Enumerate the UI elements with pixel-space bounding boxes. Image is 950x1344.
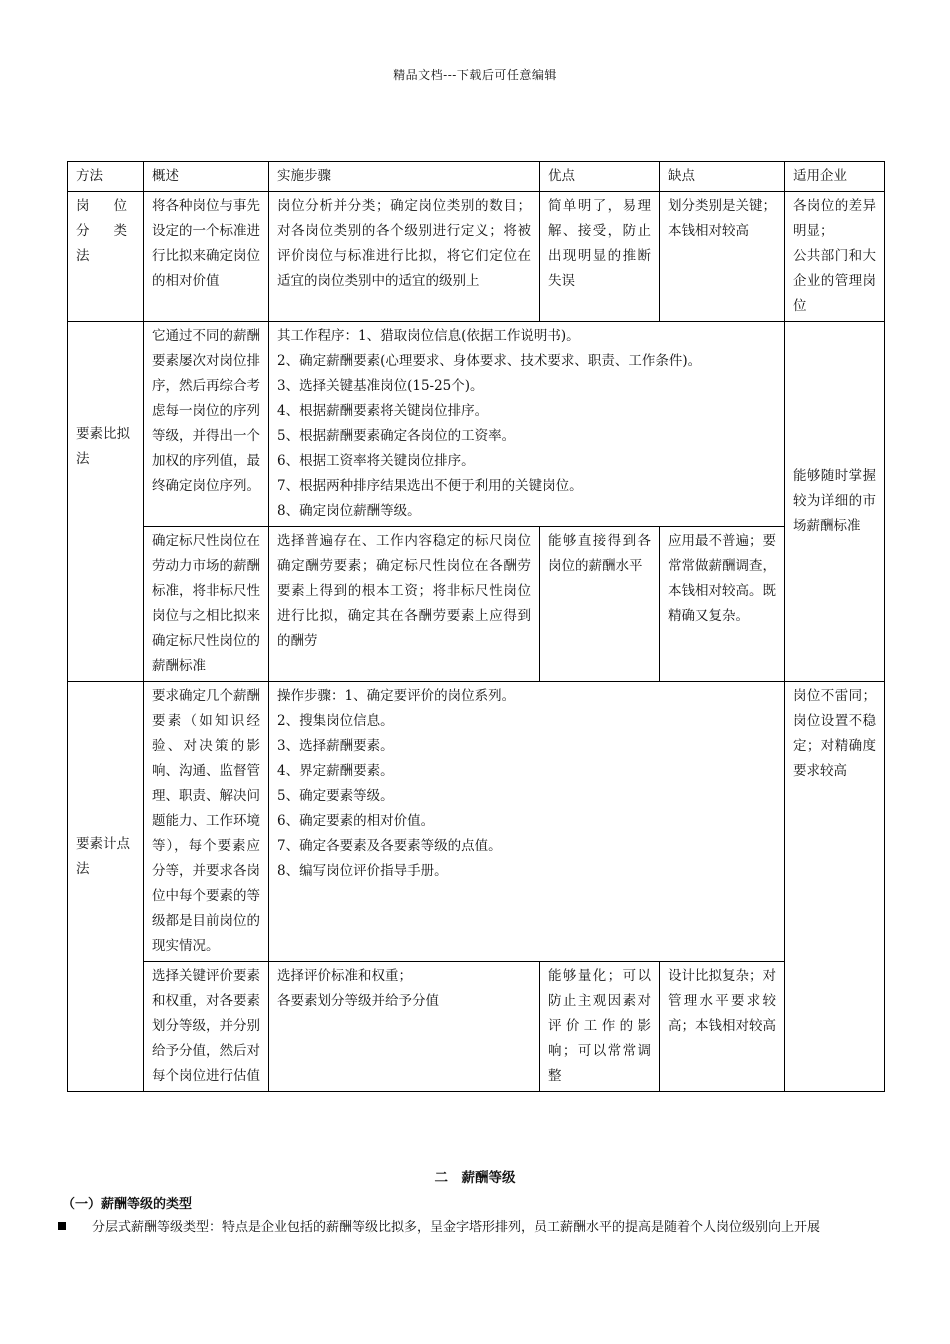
fit-line: 公共部门和大企业的管理岗位 <box>793 248 876 314</box>
steps-cell <box>269 322 785 527</box>
step-line: 6、根据工资率将关键岗位排序。 <box>277 453 475 469</box>
column-header: 实施步骤 <box>269 162 540 192</box>
cons-cell: 应用最不普遍；要常常做薪酬调查，本钱相对较高。既精确又复杂。 <box>660 527 785 682</box>
step-line: 3、选择关键基准岗位(15-25个)。 <box>277 378 484 394</box>
step-line: 其工作程序：1、猎取岗位信息(依据工作说明书)。 <box>277 328 580 344</box>
step-line: 7、确定各要素及各要素等级的点值。 <box>277 838 502 854</box>
table-row <box>68 682 885 962</box>
step-line: 4、根据薪酬要素将关键岗位排序。 <box>277 403 489 419</box>
summary-cell: 选择关键评价要素和权重，对各要素划分等级，并分别给予分值，然后对每个岗位进行估值 <box>144 962 269 1092</box>
step-line: 2、确定薪酬要素(心理要求、身体要求、技术要求、职责、工作条件)。 <box>277 353 702 369</box>
fit-cell <box>785 192 885 322</box>
method-cell: 要素计点法 <box>68 682 144 1092</box>
step-line: 各要素划分等级并给予分值 <box>277 993 439 1009</box>
step-line: 选择评价标准和权重； <box>277 968 412 984</box>
column-header: 方法 <box>68 162 144 192</box>
square-bullet-icon <box>58 1222 66 1230</box>
column-header: 适用企业 <box>785 162 885 192</box>
cons-cell: 划分类别是关键；本钱相对较高 <box>660 192 785 322</box>
summary-cell: 确定标尺性岗位在劳动力市场的薪酬标准，将非标尺性岗位与之相比拟来确定标尺性岗位的薪酬标准 <box>144 527 269 682</box>
pros-cell: 能够直接得到各岗位的薪酬水平 <box>540 527 660 682</box>
steps-cell <box>269 962 540 1092</box>
pros-cell: 简单明了，易理解、接受，防止出现明显的推断失误 <box>540 192 660 322</box>
column-header: 概述 <box>144 162 269 192</box>
step-line: 操作步骤：1、确定要评价的岗位系列。 <box>277 688 516 704</box>
summary-cell: 要求确定几个薪酬要素（如知识经验、对决策的影响、沟通、监督管理、职责、解决问题能力、工作环境等），每个要素应分等，并要求各岗位中每个要素的等级都是目前岗位的现实情况。 <box>144 682 269 962</box>
fit-cell: 能够随时掌握较为详细的市场薪酬标准 <box>785 322 885 682</box>
steps-cell: 岗位分析并分类；确定岗位类别的数目；对各岗位类别的各个级别进行定义；将被评价岗位与标准进行比拟，将它们定位在适宜的岗位类别中的适宜的级别上 <box>269 192 540 322</box>
step-line: 8、编写岗位评价指导手册。 <box>277 863 448 879</box>
column-header: 缺点 <box>660 162 785 192</box>
fit-cell: 岗位不雷同；岗位设置不稳定；对精确度要求较高 <box>785 682 885 1092</box>
fit-line: 各岗位的差异明显； <box>793 198 876 239</box>
table-header-row <box>68 162 885 192</box>
subsection-heading: （一）薪酬等级的类型 <box>62 1197 193 1212</box>
column-header: 优点 <box>540 162 660 192</box>
steps-cell: 选择普遍存在、工作内容稳定的标尺岗位确定酬劳要素；确定标尺性岗位在各酬劳要素上得到的根本工资；将非标尺性岗位进行比拟，确定其在各酬劳要素上应得到的酬劳 <box>269 527 540 682</box>
pros-cell: 能够量化；可以防止主观因素对评价工作的影响；可以常常调整 <box>540 962 660 1092</box>
step-line: 5、根据薪酬要素确定各岗位的工资率。 <box>277 428 516 444</box>
list-item <box>58 1216 888 1239</box>
job-evaluation-table <box>67 161 885 1092</box>
table-row <box>68 962 885 1092</box>
step-line: 4、界定薪酬要素。 <box>277 763 394 779</box>
steps-cell <box>269 682 785 962</box>
cons-cell: 设计比拟复杂；对管理水平要求较高；本钱相对较高 <box>660 962 785 1092</box>
step-line: 7、根据两种排序结果选出不便于利用的关键岗位。 <box>277 478 583 494</box>
step-line: 8、确定岗位薪酬等级。 <box>277 503 421 519</box>
step-line: 2、搜集岗位信息。 <box>277 713 394 729</box>
summary-cell: 将各种岗位与事先设定的一个标准进行比拟来确定岗位的相对价值 <box>144 192 269 322</box>
table-row <box>68 192 885 322</box>
section-title: 二 薪酬等级 <box>434 1170 516 1186</box>
list-item-text: 分层式薪酬等级类型：特点是企业包括的薪酬等级比拟多，呈金字塔形排列，员工薪酬水平的提高是随着个人岗位级别向上开展 <box>92 1220 821 1235</box>
page-header: 精品文档---下载后可任意编辑 <box>393 68 557 82</box>
table-row <box>68 322 885 527</box>
summary-cell: 它通过不同的薪酬要素屡次对岗位排序，然后再综合考虑每一岗位的序列等级，并得出一个加权的序列值，最终确定岗位序列。 <box>144 322 269 527</box>
step-line: 5、确定要素等级。 <box>277 788 394 804</box>
table-row <box>68 527 885 682</box>
method-cell: 要素比拟法 <box>68 322 144 682</box>
method-cell: 岗位分类法 <box>68 192 144 322</box>
step-line: 6、确定要素的相对价值。 <box>277 813 435 829</box>
step-line: 3、选择薪酬要素。 <box>277 738 394 754</box>
